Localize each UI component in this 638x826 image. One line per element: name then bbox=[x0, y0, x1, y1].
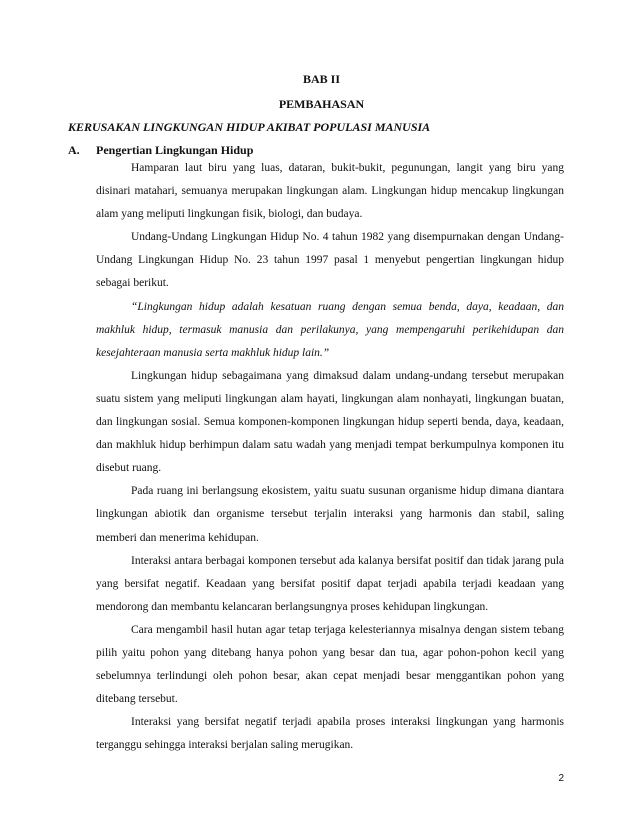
quote-paragraph: “Lingkungan hidup adalah kesatuan ruang dengan semua benda, daya, keadaan, dan makhluk hidup, termasuk manusia dan perilakunya, yang mempengaruhi perikehidupan dan kesejahteraan manusia serta makhluk hidup lain.” bbox=[96, 300, 564, 359]
paragraph: Lingkungan hidup sebagaimana yang dimaksud dalam undang-undang tersebut merupakan suatu sistem yang meliputi lingkungan alam hayati, lingkungan alam nonhayati, lingkungan buatan, dan lingkungan sosial. Semua komponen-komponen lingkungan hidup seperti benda, daya, keadaan, dan makhluk hidup berhimpun dalam satu wadah yang menjadi tempat berkumpulnya komponen itu disebut ruang. bbox=[96, 369, 564, 475]
paragraph: Cara mengambil hasil hutan agar tetap terjaga kelesteriannya misalnya dengan sistem tebang pilih yaitu pohon yang ditebang hanya pohon yang besar dan tua, agar pohon-pohon kecil yang sebelumnya terlindungi oleh pohon besar, akan cepat menjadi besar menggantikan pohon yang ditebang tersebut. bbox=[96, 623, 564, 706]
paragraph: Interaksi yang bersifat negatif terjadi apabila proses interaksi lingkungan yang harmonis terganggu sehingga interaksi berjalan saling merugikan. bbox=[96, 716, 564, 752]
paragraph: Undang-Undang Lingkungan Hidup No. 4 tahun 1982 yang disempurnakan dengan Undang-Undang Lingkungan Hidup No. 23 tahun 1997 pasal 1 menyebut pengertian lingkungan hidup sebagai berikut. bbox=[96, 231, 564, 290]
subsection-heading bbox=[68, 143, 253, 158]
paragraph: Pada ruang ini berlangsung ekosistem, yaitu suatu susunan organisme hidup dimana diantara lingkungan abiotik dan organisme tersebut terjalin interaksi yang harmonis dan stabil, saling memberi dan menerima kehidupan. bbox=[96, 485, 564, 544]
subsection-letter: A. bbox=[68, 143, 80, 157]
section-title: PEMBAHASAN bbox=[278, 97, 365, 111]
body-text bbox=[96, 157, 564, 757]
subsection-title: Pengertian Lingkungan Hidup bbox=[96, 143, 254, 157]
chapter-title: BAB II bbox=[302, 72, 340, 86]
document-subtitle: KERUSAKAN LINGKUNGAN HIDUP AKIBAT POPULASI MANUSIA bbox=[68, 120, 431, 134]
paragraph: Hamparan laut biru yang luas, dataran, bukit-bukit, pegunungan, langit yang biru yang disinari matahari, semuanya merupakan lingkungan alam. Lingkungan hidup mencakup lingkungan alam yang meliputi lingkungan fisik, biologi, dan budaya. bbox=[96, 162, 564, 221]
paragraph: Interaksi antara berbagai komponen tersebut ada kalanya bersifat positif dan tidak jarang pula yang bersifat negatif. Keadaan yang bersifat positif dapat terjadi apabila terjadi keadaan yang mendorong dan membantu kelancaran berlangsungnya proses kehidupan lingkungan. bbox=[96, 554, 564, 613]
page-number: 2 bbox=[558, 773, 564, 784]
